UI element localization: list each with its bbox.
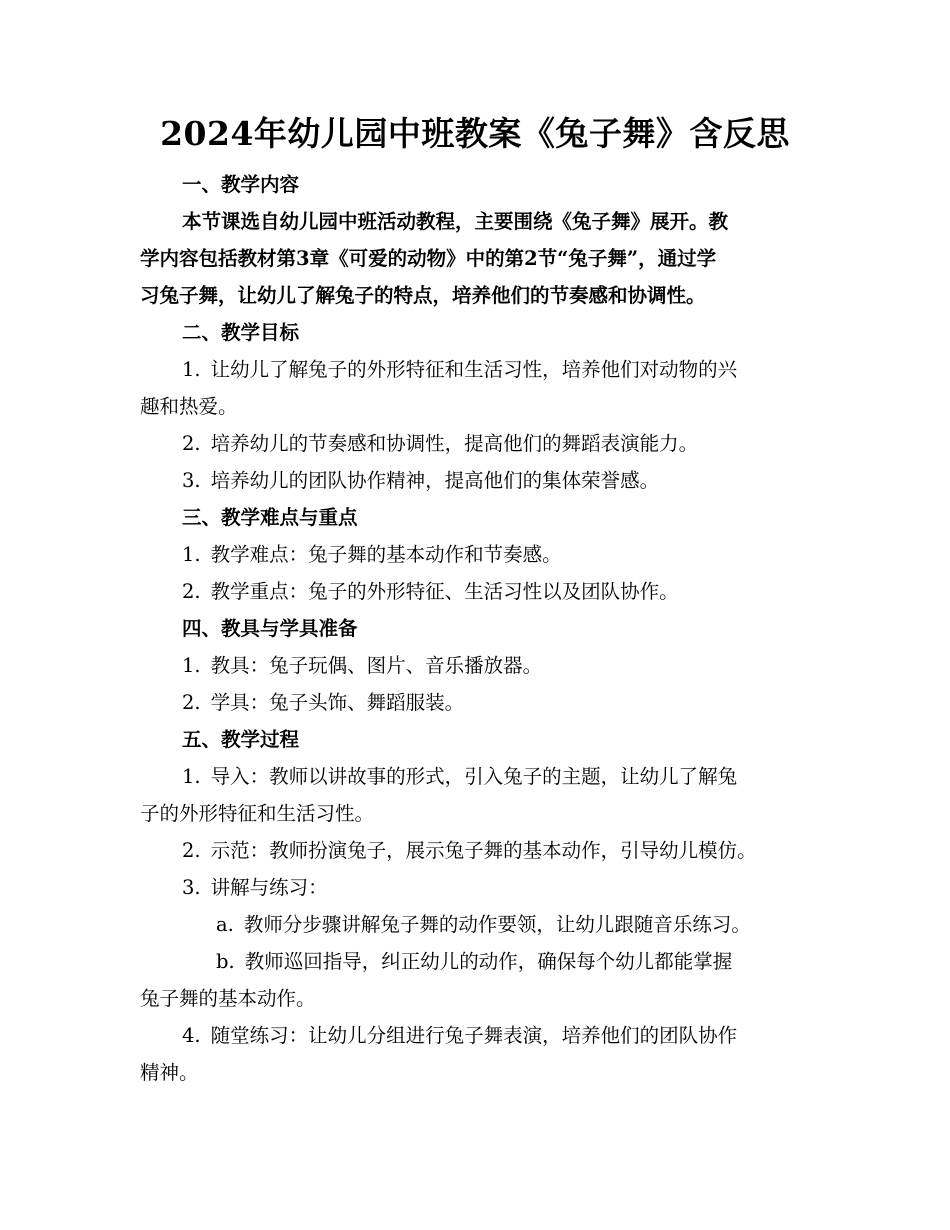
- list-text: 教学重点：兔子的外形特征、生活习性以及团队协作。: [210, 580, 679, 603]
- list-item-continuation: 趣和热爱。: [140, 395, 238, 418]
- list-item: [140, 462, 820, 499]
- list-text: 教具：兔子玩偶、图片、音乐播放器。: [210, 654, 543, 677]
- section-heading-materials: 四、教具与学具准备: [182, 617, 358, 640]
- list-number: 3.: [182, 469, 201, 492]
- list-item: [140, 684, 820, 721]
- list-text: 培养幼儿的节奏感和协调性，提高他们的舞蹈表演能力。: [210, 432, 699, 455]
- list-letter: b.: [216, 950, 235, 973]
- list-number: 1.: [182, 358, 201, 381]
- document-title: 2024年幼儿园中班教案《兔子舞》含反思: [160, 114, 790, 153]
- list-number: 2.: [182, 580, 201, 603]
- list-number: 1.: [182, 543, 201, 566]
- list-text: 让幼儿了解兔子的外形特征和生活习性，培养他们对动物的兴: [210, 358, 738, 381]
- list-number: 3.: [182, 876, 201, 899]
- list-number: 2.: [182, 839, 201, 862]
- sub-list-item: [140, 906, 820, 943]
- list-item: [140, 832, 820, 869]
- list-text: 随堂练习：让幼儿分组进行兔子舞表演，培养他们的团队协作: [210, 1024, 738, 1047]
- list-number: 2.: [182, 691, 201, 714]
- section-heading-goals: 二、教学目标: [182, 321, 300, 344]
- list-item-continuation: 子的外形特征和生活习性。: [140, 802, 375, 825]
- paragraph-line: 本节课选自幼儿园中班活动教程，主要围绕《兔子舞》展开。教: [182, 210, 729, 233]
- list-item: [140, 647, 820, 684]
- list-item: [140, 536, 820, 573]
- list-text: 导入：教师以讲故事的形式，引入兔子的主题，让幼儿了解兔: [210, 765, 738, 788]
- list-text: 示范：教师扮演兔子，展示兔子舞的基本动作，引导幼儿模仿。: [210, 839, 757, 862]
- list-item-continuation: 兔子舞的基本动作。: [140, 987, 316, 1010]
- list-text: 教师巡回指导，纠正幼儿的动作，确保每个幼儿都能掌握: [244, 950, 733, 973]
- sub-list-item: [140, 943, 820, 980]
- list-item: [140, 425, 820, 462]
- list-number: 1.: [182, 765, 201, 788]
- section-heading-process: 五、教学过程: [182, 728, 300, 751]
- list-item: [140, 351, 820, 388]
- list-item: [140, 573, 820, 610]
- list-text: 教师分步骤讲解兔子舞的动作要领，让幼儿跟随音乐练习。: [243, 913, 751, 936]
- list-text: 学具：兔子头饰、舞蹈服装。: [210, 691, 465, 714]
- list-text: 教学难点：兔子舞的基本动作和节奏感。: [210, 543, 562, 566]
- list-letter: a.: [216, 913, 234, 936]
- list-number: 2.: [182, 432, 201, 455]
- list-number: 4.: [182, 1024, 201, 1047]
- list-item: [140, 1017, 820, 1054]
- section-heading-key-points: 三、教学难点与重点: [182, 506, 358, 529]
- list-text: 讲解与练习：: [210, 876, 328, 899]
- section-heading-content: 一、教学内容: [182, 173, 300, 196]
- list-item: [140, 869, 820, 906]
- list-number: 1.: [182, 654, 201, 677]
- paragraph-line: 学内容包括教材第3章《可爱的动物》中的第2节“兔子舞”，通过学: [140, 247, 717, 270]
- paragraph-line: 习兔子舞，让幼儿了解兔子的特点，培养他们的节奏感和协调性。: [140, 284, 706, 307]
- list-item-continuation: 精神。: [140, 1061, 199, 1084]
- list-text: 培养幼儿的团队协作精神，提高他们的集体荣誉感。: [210, 469, 660, 492]
- document-body: [140, 166, 820, 1091]
- list-item: [140, 758, 820, 795]
